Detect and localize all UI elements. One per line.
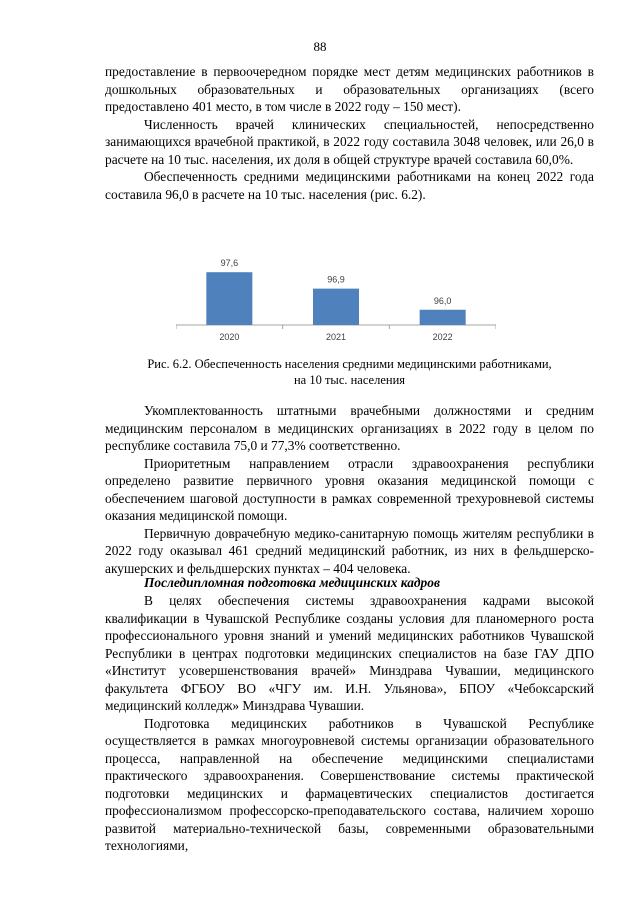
- bar-2022: [420, 310, 466, 325]
- section-heading: Последипломная подготовка медицинских кадров: [144, 575, 440, 590]
- paragraph: Подготовка медицинских работников в Чувашской Республике осуществляется в рамках многоуровневой системы организации образовательного процесса, направленной на обеспечение медицинскими специалистами практического здравоохранения. Совершенствование системы практической подготовки медицинских и фармацевтических специалистов достигается профессионализмом профессорско-преподавательского состава, наличием хорошо развитой материально-технической базы, современными образовательными технологиями,: [105, 715, 594, 853]
- page-number: 88: [313, 39, 327, 54]
- text-block-middle: [105, 402, 594, 577]
- caption-line-2: на 10 тыс. населения: [293, 373, 406, 387]
- tick-label-2021: 2021: [325, 332, 347, 342]
- paragraph: Укомплектованность штатными врачебными должностями и средним медицинским персоналом в медицинских организациях в 2022 году в целом по республике составила 75,0 и 77,3% соответственно.: [105, 403, 594, 453]
- bar-2020: [206, 272, 252, 325]
- data-label-2021: 96,9: [327, 274, 345, 285]
- figure-caption: [105, 356, 594, 388]
- paragraph: В целях обеспечения системы здравоохранения кадрами высокой квалификации в Чувашской Республике созданы условия для планомерного роста профессионального уровня знаний и умений медицинских работников Чувашской Республики в центрах подготовки медицинских специалистов на базе ГАУ ДПО «Институт усовершенствования врачей» Минздрава Чувашии, медицинского факультета ФГБОУ ВО «ЧГУ им. И.Н. Ульянова», БПОУ «Чебоксарский медицинский колледж» Минздрава Чувашии.: [105, 593, 594, 713]
- tick-label-2022: 2022: [432, 332, 453, 342]
- caption-line-1: Рис. 6.2. Обеспеченность населения средними медицинскими работниками,: [147, 357, 552, 371]
- chart-svg: [176, 244, 496, 349]
- data-label-2022: 96,0: [433, 295, 452, 306]
- bar-2021: [313, 289, 359, 325]
- paragraph: Приоритетным направлением отрасли здравоохранения республики определено развитие первичного уровня оказания медицинской помощи с обеспечением шаговой доступности в рамках современной трехуровневой системы оказания медицинской помощи.: [105, 455, 594, 523]
- text-block-top: [105, 63, 594, 203]
- paragraph: предоставление в первоочередном порядке мест детям медицинских работников в дошкольных образовательных и образовательных организациях (всего предоставлено 401 место, в том числе в 2022 году – 150 мест).: [105, 64, 594, 114]
- paragraph: Обеспеченность средними медицинскими работниками на конец 2022 года составила 96,0 в расчете на 10 тыс. населения (рис. 6.2).: [105, 169, 594, 202]
- data-label-2020: 97,6: [220, 258, 239, 269]
- bar-chart: [176, 244, 496, 349]
- text-block-bottom: [105, 592, 594, 855]
- tick-label-2020: 2020: [219, 332, 240, 342]
- paragraph: Первичную доврачебную медико-санитарную помощь жителям республики в 2022 году оказывал 461 средний медицинский работник, из них в фельдшерско-акушерских и фельдшерских пунктах – 404 человека.: [105, 525, 594, 576]
- paragraph: Численность врачей клинических специальностей, непосредственно занимающихся врачебной практикой, в 2022 году составила 3048 человек, или 26,0 в расчете на 10 тыс. населения, их доля в общей структуре врачей составила 60,0%.: [105, 116, 594, 167]
